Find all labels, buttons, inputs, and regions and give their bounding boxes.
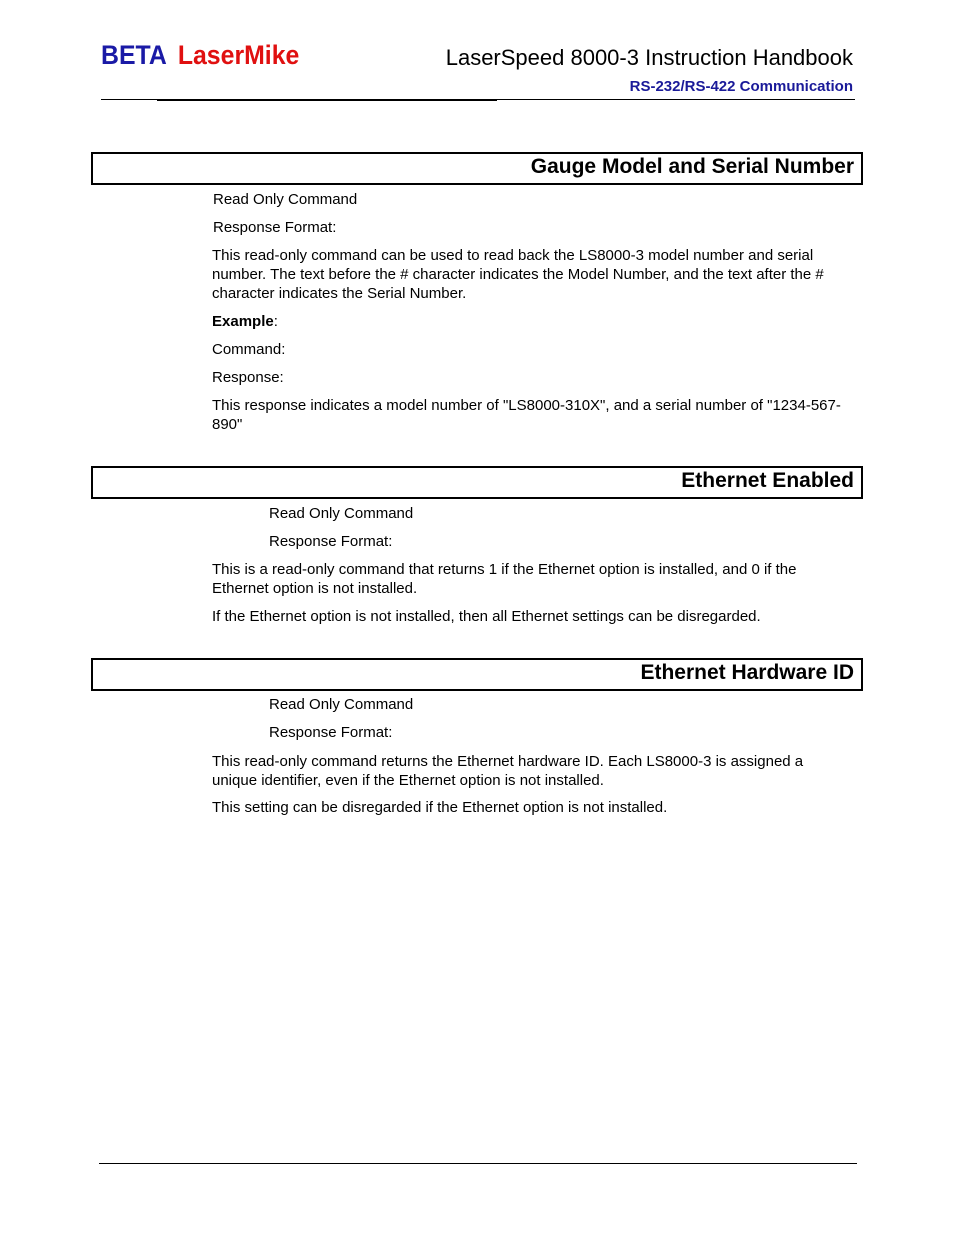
section-heading-bar <box>91 466 863 499</box>
read-only-label: Read Only Command <box>213 191 358 208</box>
example-note: This response indicates a model number of "LS8000-310X", and a serial number of "1234-567-890" <box>212 397 841 433</box>
read-only-label: Read Only Command <box>269 505 414 522</box>
section-note: This setting can be disregarded if the Ethernet option is not installed. <box>212 799 668 816</box>
section-description: This read-only command returns the Ethernet hardware ID. Each LS8000-3 is assigned a unique identifier, even if the Ethernet option is not installed. <box>212 753 804 789</box>
example-label: Example <box>212 313 274 330</box>
section-heading: Ethernet Enabled <box>681 469 854 492</box>
response-format-label: Response Format: <box>269 724 393 741</box>
command-label: Command: <box>212 341 286 358</box>
response-format-label: Response Format: <box>269 533 393 550</box>
read-only-label: Read Only Command <box>269 696 414 713</box>
company-logo <box>101 40 299 71</box>
section-heading-bar <box>91 152 863 185</box>
section-description: This read-only command can be used to read back the LS8000-3 model number and serial number. The text before the # character indicates the Model Number, and the text after the # character indicates the Serial Number. <box>212 247 824 302</box>
document-title: LaserSpeed 8000-3 Instruction Handbook <box>445 45 853 70</box>
section-note: If the Ethernet option is not installed, then all Ethernet settings can be disregarded. <box>212 608 761 625</box>
footer-divider <box>99 1163 857 1164</box>
example-heading <box>212 312 278 331</box>
chapter-title: RS-232/RS-422 Communication <box>629 78 853 95</box>
response-label: Response: <box>212 369 284 386</box>
section-heading: Gauge Model and Serial Number <box>530 155 854 178</box>
logo-beta: BETA <box>101 40 167 70</box>
header-divider-accent <box>157 99 497 101</box>
section-heading-bar <box>91 658 863 691</box>
response-format-label: Response Format: <box>213 219 337 236</box>
example-colon: : <box>273 313 278 330</box>
section-description: This is a read-only command that returns 1 if the Ethernet option is installed, and 0 if the Ethernet option is not installed. <box>212 561 797 597</box>
section-heading: Ethernet Hardware ID <box>640 661 854 684</box>
logo-lasermike: LaserMike <box>177 40 300 70</box>
